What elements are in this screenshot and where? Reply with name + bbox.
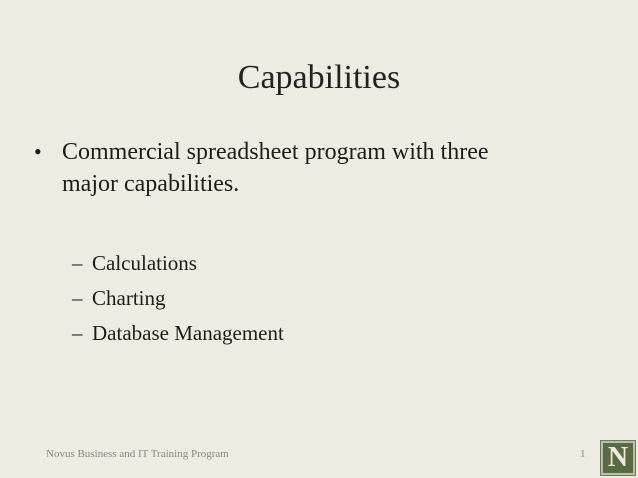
logo-inner (603, 443, 633, 473)
sub-bullet-label: Calculations (92, 251, 197, 275)
sub-bullet-marker: – (72, 251, 83, 275)
logo-letter: N (607, 442, 629, 473)
sub-bullet-label: Charting (92, 286, 166, 310)
novus-logo-icon (600, 440, 636, 476)
bullet-item (34, 136, 614, 200)
sub-bullet-item (72, 246, 284, 281)
footer-text: Novus Business and IT Training Program (46, 448, 229, 460)
bullet-marker: • (34, 139, 42, 164)
page-number: 1 (580, 448, 586, 460)
sub-bullet-label: Database Management (92, 321, 284, 345)
bullet-text-line-1: Commercial spreadsheet program with three (62, 139, 489, 165)
sub-bullet-item (72, 281, 284, 316)
sub-bullet-list (72, 246, 284, 351)
sub-bullet-marker: – (72, 321, 83, 345)
bullet-text-line-2: major capabilities. (62, 171, 240, 197)
slide-title: Capabilities (237, 59, 401, 96)
sub-bullet-item (72, 316, 284, 351)
sub-bullet-marker: – (72, 286, 83, 310)
bullet-list (34, 136, 614, 200)
